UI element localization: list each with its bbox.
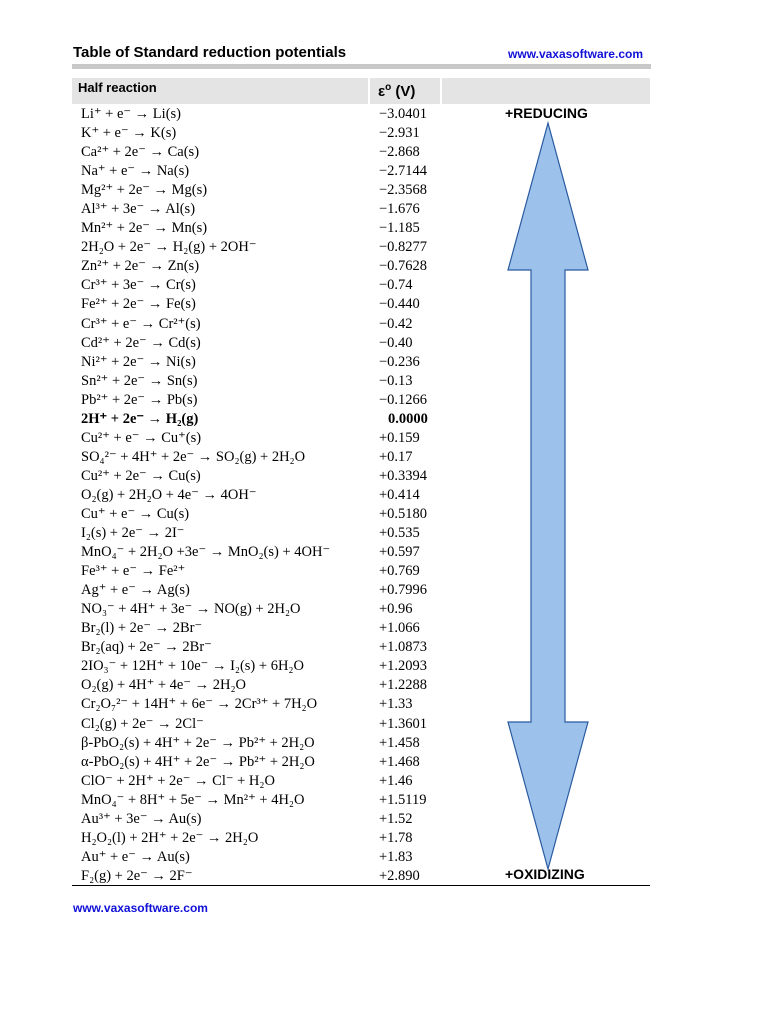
half-reaction: Al³⁺ + 3e⁻ → Al(s) [81,201,196,218]
half-reaction: Cd²⁺ + 2e⁻ → Cd(s) [81,334,201,351]
reduction-potential: +1.46 [379,772,413,789]
half-reaction: Ag⁺ + e⁻ → Ag(s) [81,582,190,599]
half-reaction: Br₂(aq) + 2e⁻ → 2Br⁻ [81,639,212,656]
standard-state-sup: o [385,82,392,93]
half-reaction: I₂(s) + 2e⁻ → 2I⁻ [81,525,185,542]
table-row [81,124,441,143]
reaction-table [81,105,441,886]
half-reaction: F₂(g) + 2e⁻ → 2F⁻ [81,867,193,884]
table-row [81,276,441,295]
half-reaction: MnO₄⁻ + 8H⁺ + 5e⁻ → Mn²⁺ + 4H₂O [81,791,305,808]
reduction-potential: +2.890 [379,867,420,884]
half-reaction: 2H⁺ + 2e⁻ → H₂(g) [81,410,199,427]
table-row [81,867,441,886]
reduction-potential: −0.40 [379,334,413,351]
half-reaction: H₂O₂(l) + 2H⁺ + 2e⁻ → 2H₂O [81,829,259,846]
table-row [81,105,441,124]
reduction-potential: 0.0000 [388,410,428,427]
table-row [81,429,441,448]
half-reaction: ClO⁻ + 2H⁺ + 2e⁻ → Cl⁻ + H₂O [81,772,275,789]
table-row [81,638,441,657]
half-reaction: MnO₄⁻ + 2H₂O +3e⁻ → MnO₂(s) + 4OH⁻ [81,544,331,561]
table-row [81,734,441,753]
table-row [81,219,441,238]
half-reaction: Cu⁺ + e⁻ → Cu(s) [81,505,190,522]
reduction-potential: +0.3394 [379,467,428,484]
half-reaction: α-PbO₂(s) + 4H⁺ + 2e⁻ → Pb²⁺ + 2H₂O [81,753,315,770]
table-row [81,848,441,867]
potential-unit: (V) [391,83,416,100]
half-reaction: Cu²⁺ + e⁻ → Cu⁺(s) [81,429,202,446]
half-reaction: 2IO₃⁻ + 12H⁺ + 10e⁻ → I₂(s) + 6H₂O [81,658,304,675]
table-row [81,181,441,200]
table-row [81,829,441,848]
reduction-potential: +0.5180 [379,505,428,522]
half-reaction: β-PbO₂(s) + 4H⁺ + 2e⁻ → Pb²⁺ + 2H₂O [81,734,315,751]
reduction-potential: −3.0401 [379,106,428,122]
half-reaction: Na⁺ + e⁻ → Na(s) [81,163,190,180]
table-row [81,200,441,219]
reduction-potential: −2.931 [379,125,420,142]
reduction-potential: +1.066 [379,620,420,637]
table-row [81,791,441,810]
reduction-potential: +0.414 [379,486,420,503]
table-row [81,486,441,505]
reduction-potential: +1.83 [379,848,413,865]
half-reaction: 2H₂O + 2e⁻ → H₂(g) + 2OH⁻ [81,239,257,256]
column-header-potential [378,83,415,100]
site-link-bottom[interactable]: www.vaxasoftware.com [73,901,208,915]
reduction-potential: +1.2288 [379,677,428,694]
reduction-potential: −2.868 [379,144,420,161]
half-reaction: Ni²⁺ + 2e⁻ → Ni(s) [81,353,196,370]
half-reaction: Ca²⁺ + 2e⁻ → Ca(s) [81,144,200,161]
half-reaction: Zn²⁺ + 2e⁻ → Zn(s) [81,258,200,275]
half-reaction: Mn²⁺ + 2e⁻ → Mn(s) [81,220,208,237]
reduction-potential: −0.13 [379,372,413,389]
reduction-potential: +0.597 [379,544,420,561]
reduction-potential: −0.7628 [379,258,428,275]
reduction-potential: −1.676 [379,201,420,218]
reduction-potential: +1.2093 [379,658,428,675]
table-row [81,772,441,791]
site-link-top[interactable]: www.vaxasoftware.com [508,47,643,61]
table-bottom-rule [72,885,650,886]
table-row [81,524,441,543]
reduction-potential: +1.33 [379,696,413,713]
reduction-potential: −2.7144 [379,163,428,180]
column-header-reaction: Half reaction [78,80,157,95]
table-row [81,295,441,314]
table-row [81,257,441,276]
table-row [81,143,441,162]
table-row [81,391,441,410]
table-header-bar [72,78,650,104]
table-row [81,334,441,353]
table-row [81,562,441,581]
reduction-potential: −0.1266 [379,391,428,408]
table-row [81,315,441,334]
half-reaction: Fe³⁺ + e⁻ → Fe²⁺ [81,563,186,580]
half-reaction: Cr³⁺ + e⁻ → Cr²⁺(s) [81,315,201,332]
half-reaction: Cl₂(g) + 2e⁻ → 2Cl⁻ [81,715,204,732]
half-reaction: O₂(g) + 4H⁺ + 4e⁻ → 2H₂O [81,677,247,694]
half-reaction: Au⁺ + e⁻ → Au(s) [81,848,190,865]
epsilon-symbol: ε [378,83,386,100]
half-reaction: Cr₂O₇²⁻ + 14H⁺ + 6e⁻ → 2Cr³⁺ + 7H₂O [81,696,318,713]
half-reaction: Cu²⁺ + 2e⁻ → Cu(s) [81,467,201,484]
table-row [81,600,441,619]
page-title: Table of Standard reduction potentials [73,44,347,61]
reduction-potential: +1.5119 [379,791,427,808]
table-row [81,543,441,562]
half-reaction: SO₄²⁻ + 4H⁺ + 2e⁻ → SO₂(g) + 2H₂O [81,448,306,465]
table-row [81,753,441,772]
half-reaction: Mg²⁺ + 2e⁻ → Mg(s) [81,182,208,199]
half-reaction: Fe²⁺ + 2e⁻ → Fe(s) [81,296,196,313]
table-row [81,657,441,676]
reduction-potential: −1.185 [379,220,420,237]
table-row [81,372,441,391]
reduction-potential: −0.236 [379,353,420,370]
table-row [81,467,441,486]
reduction-potential: +0.17 [379,448,413,465]
reduction-potential: +1.78 [379,829,413,846]
reduction-potential: +0.96 [379,601,413,618]
half-reaction: Cr³⁺ + 3e⁻ → Cr(s) [81,277,196,294]
half-reaction: Br₂(l) + 2e⁻ → 2Br⁻ [81,620,203,637]
reduction-potential: −0.42 [379,315,413,332]
reduction-potential: −0.8277 [379,239,428,256]
reduction-potential: −0.440 [379,296,420,313]
table-row [81,695,441,714]
reducing-label: +REDUCING [505,105,588,121]
reduction-potential: +0.769 [379,563,420,580]
table-row [81,448,441,467]
oxidizing-label: +OXIDIZING [505,866,585,882]
table-row [81,810,441,829]
reduction-potential: −2.3568 [379,182,428,199]
half-reaction: NO₃⁻ + 4H⁺ + 3e⁻ → NO(g) + 2H₂O [81,601,301,618]
table-row [81,676,441,695]
table-row [81,581,441,600]
table-row [81,353,441,372]
reduction-potential: +0.535 [379,525,420,542]
half-reaction: O₂(g) + 2H₂O + 4e⁻ → 4OH⁻ [81,486,257,503]
table-row [81,505,441,524]
reduction-potential: +1.468 [379,753,420,770]
table-row [81,410,441,429]
reduction-potential: +0.159 [379,429,420,446]
half-reaction: Pb²⁺ + 2e⁻ → Pb(s) [81,391,198,408]
half-reaction: Li⁺ + e⁻ → Li(s) [81,106,181,122]
reduction-potential: +1.3601 [379,715,428,732]
title-divider [72,64,651,69]
reduction-potential: +1.0873 [379,639,428,656]
table-row [81,619,441,638]
table-row [81,162,441,181]
half-reaction: Au³⁺ + 3e⁻ → Au(s) [81,810,202,827]
double-arrow-icon [505,120,591,872]
reduction-potential: +0.7996 [379,582,428,599]
reduction-potential: +1.458 [379,734,420,751]
table-row [81,715,441,734]
reduction-potential: −0.74 [379,277,413,294]
table-row [81,238,441,257]
reduction-potential: +1.52 [379,810,413,827]
half-reaction: Sn²⁺ + 2e⁻ → Sn(s) [81,372,198,389]
half-reaction: K⁺ + e⁻ → K(s) [81,125,177,142]
